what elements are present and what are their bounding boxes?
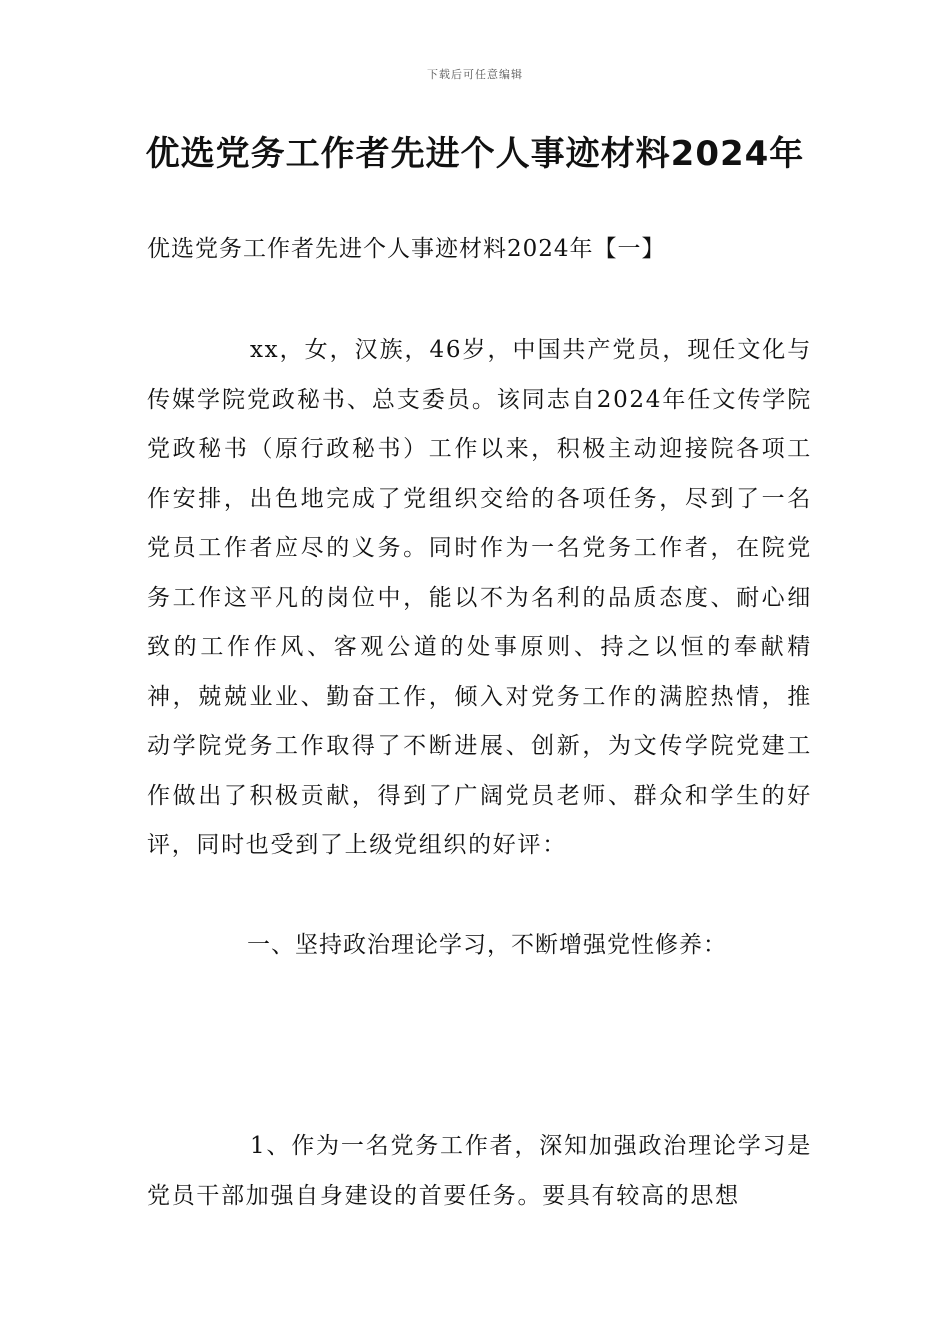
- section-heading: 优选党务工作者先进个人事迹材料2024年【一】: [147, 236, 666, 262]
- document-title: 优选党务工作者先进个人事迹材料2024年: [145, 134, 805, 174]
- header-note: 下载后可任意编辑: [427, 68, 523, 81]
- body-paragraph-2: 1、作为一名党务工作者，深知加强政治理论学习是党员干部加强自身建设的首要任务。要具有较高的思想: [147, 1133, 812, 1209]
- sub-heading-1: 一、坚持政治理论学习，不断增强党性修养：: [247, 932, 727, 958]
- body-paragraph-1: xx，女，汉族，46岁，中国共产党员，现任文化与传媒学院党政秘书、总支委员。该同志自2024年任文传学院党政秘书（原行政秘书）工作以来，积极主动迎接院各项工作安排，出色地完成了党组织交给的各项任务，尽到了一名党员工作者应尽的义务。同时作为一名党务工作者，在院党务工作这平凡的岗位中，能以不为名利的品质态度、耐心细致的工作作风、客观公道的处事原则、持之以恒的奉献精神，兢兢业业、勤奋工作，倾入对党务工作的满腔热情，推动学院党务工作取得了不断进展、创新，为文传学院党建工作做出了积极贡献，得到了广阔党员老师、群众和学生的好评，同时也受到了上级党组织的好评：: [147, 337, 812, 858]
